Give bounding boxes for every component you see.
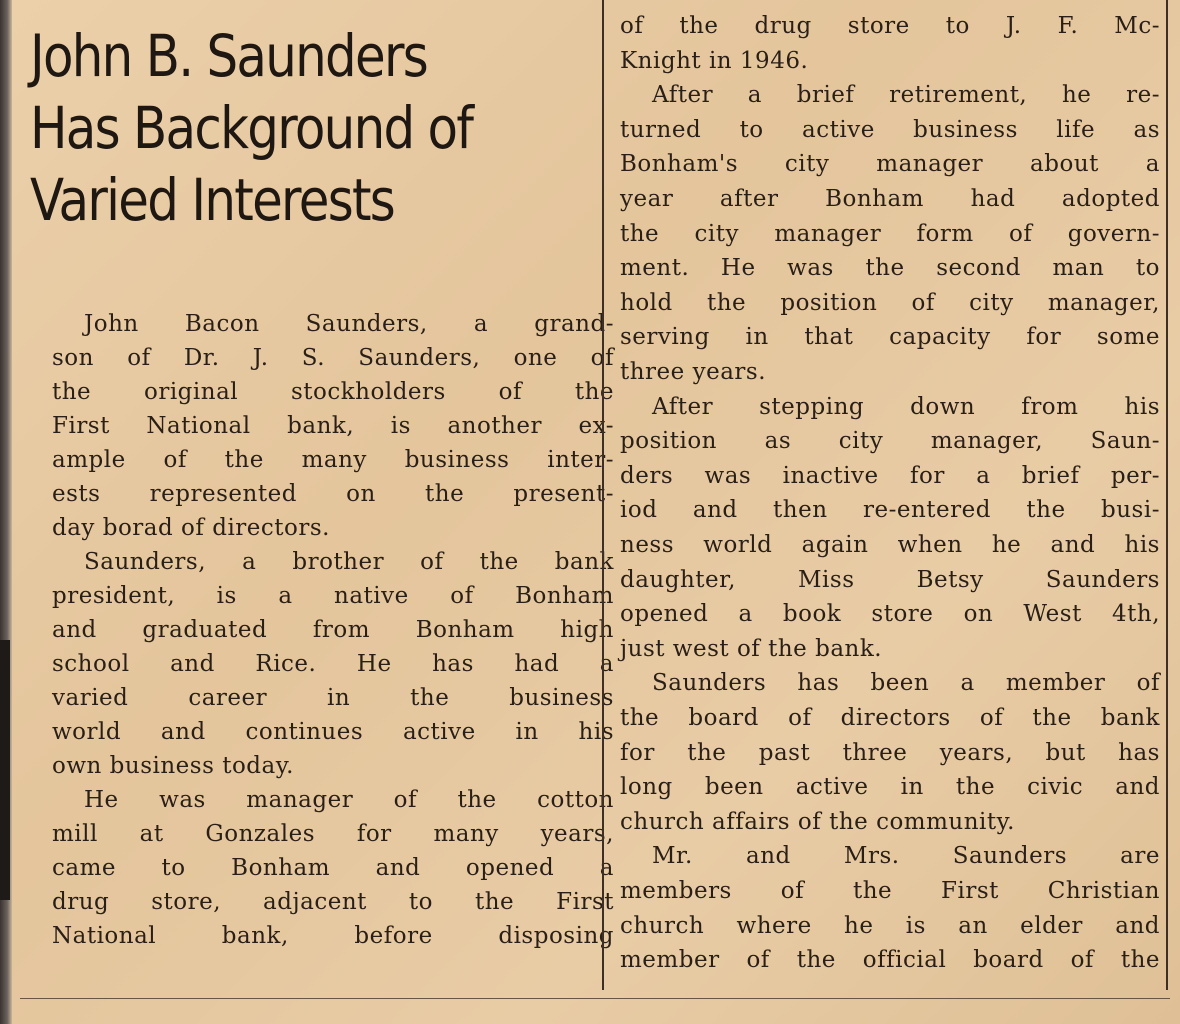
article-text-line: just west of the bank.: [620, 635, 883, 662]
article-text-line: iod and then re-entered the busi-: [620, 497, 1160, 524]
article-text-line: the city manager form of govern-: [620, 220, 1160, 247]
article-text-line: three years.: [620, 359, 767, 385]
article-text-line: After stepping down from his: [652, 393, 1160, 420]
article-text-line: John Bacon Saunders, a grand-: [84, 311, 614, 337]
article-text-line: Saunders has been a member of: [652, 670, 1160, 697]
article-text-line: member of the official board of the: [620, 947, 1160, 974]
article-text-line: ness world again when he and his: [620, 532, 1160, 558]
article-text-line: the board of directors of the bank: [620, 705, 1160, 731]
article-text-line: church where he is an elder and: [620, 912, 1160, 939]
article-text-line: came to Bonham and opened a: [52, 855, 614, 881]
article-text-line: Bonham's city manager about a: [620, 151, 1160, 178]
article-text-line: National bank, before disposing: [52, 923, 614, 949]
column-rule-right: [1166, 0, 1168, 990]
article-text-line: world and continues active in his: [52, 719, 614, 745]
article-text-line: Mr. and Mrs. Saunders are: [652, 843, 1160, 870]
article-headline: [30, 20, 512, 236]
article-text-line: turned to active business life as: [620, 116, 1160, 143]
article-text-line: position as city manager, Saun-: [620, 428, 1160, 455]
adjacent-photo-edge: [0, 640, 10, 900]
article-text-line: school and Rice. He has had a: [52, 651, 614, 677]
article-text-line: for the past three years, but has: [620, 739, 1160, 766]
headline-line: Has Background of: [30, 94, 473, 162]
article-text-line: of the drug store to J. F. Mc-: [620, 13, 1160, 39]
article-text-line: mill at Gonzales for many years,: [52, 821, 614, 847]
article-text-line: Saunders, a brother of the bank: [84, 549, 614, 575]
article-text-line: opened a book store on West 4th,: [620, 601, 1160, 628]
article-text-line: day borad of directors.: [52, 515, 330, 541]
article-text-line: hold the position of city manager,: [620, 289, 1160, 316]
article-text-line: and graduated from Bonham high: [52, 617, 614, 643]
article-text-line: drug store, adjacent to the First: [52, 889, 614, 915]
article-text-line: church affairs of the community.: [620, 808, 1015, 835]
article-text-line: ment. He was the second man to: [620, 255, 1160, 282]
article-text-line: ests represented on the present-: [52, 481, 614, 507]
article-text-line: own business today.: [52, 753, 294, 779]
article-text-line: members of the First Christian: [620, 878, 1160, 904]
article-text-line: He was manager of the cotton: [84, 787, 614, 813]
bottom-rule: [20, 998, 1170, 999]
adjacent-clipping-edge: [0, 0, 12, 1024]
article-text-line: Knight in 1946.: [620, 47, 809, 74]
article-text-line: ample of the many business inter-: [52, 447, 614, 473]
article-text-line: ders was inactive for a brief per-: [620, 462, 1160, 489]
article-text-line: daughter, Miss Betsy Saunders: [620, 566, 1160, 593]
article-text-line: First National bank, is another ex-: [52, 413, 614, 439]
article-text-line: varied career in the business: [52, 685, 614, 711]
article-text-line: After a brief retirement, he re-: [652, 82, 1160, 109]
article-text-line: the original stockholders of the: [52, 379, 614, 405]
article-text-line: serving in that capacity for some: [620, 324, 1160, 351]
article-text-line: president, is a native of Bonham: [52, 583, 614, 609]
article-text-line: year after Bonham had adopted: [620, 186, 1160, 212]
headline-line: John B. Saunders: [30, 22, 428, 90]
headline-line: Varied Interests: [30, 166, 395, 234]
article-text-line: son of Dr. J. S. Saunders, one of: [52, 345, 614, 371]
article-text-line: long been active in the civic and: [620, 774, 1160, 801]
column-divider: [602, 0, 604, 990]
